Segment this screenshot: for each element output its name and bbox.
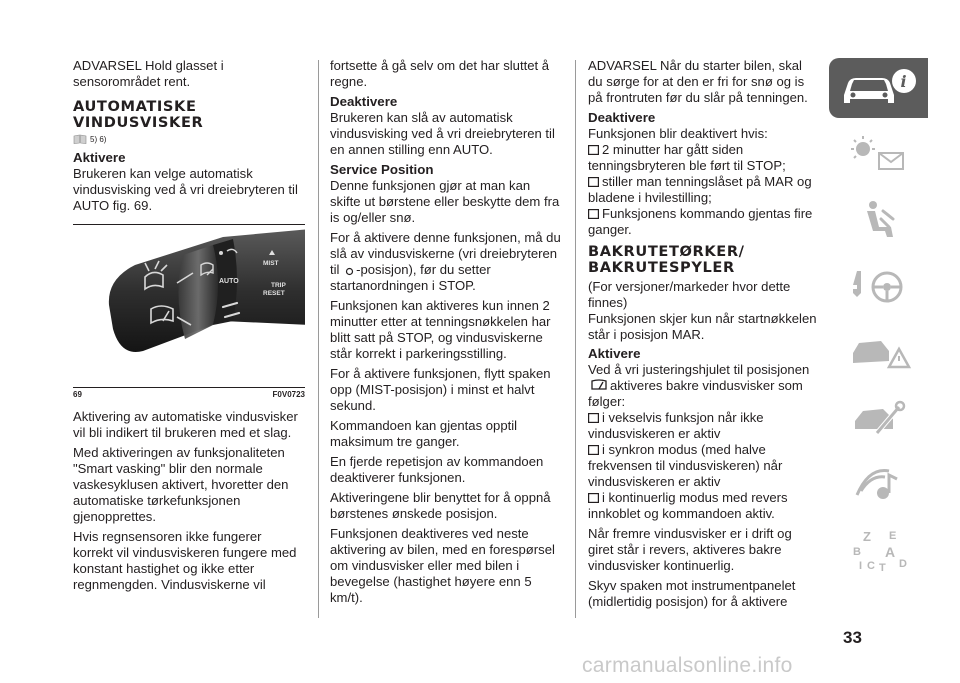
alphabetical-index-icon (839, 527, 919, 573)
warning-paragraph: ADVARSEL Når du starter bilen, skal du sørge for at den er fri for snø og is på frontruten før du slår på tenningen. (588, 58, 808, 105)
maintenance-tools-icon (839, 395, 919, 441)
chapter-tab-maintenance[interactable] (829, 388, 928, 448)
figure-69 (73, 224, 305, 388)
index-letter: D (898, 558, 907, 570)
paragraph: Brukeren kan slå av automatisk vindusvisking ved å vri dreiebryteren til en annen stilling enn AUTO. (330, 110, 555, 157)
intro-warning: ADVARSEL Hold glasset i sensorområdet rent. (73, 58, 224, 89)
label-reset: RESET (263, 290, 285, 297)
sub-heading-service-position: Service Position (330, 162, 434, 177)
column-3 (588, 58, 818, 614)
index-letter: T (878, 562, 886, 573)
bullet-square-icon (588, 493, 599, 503)
bullet-square-icon (588, 413, 599, 423)
paragraph: Aktiveringene blir benyttet for å oppnå børstenes ønskede posisjon. (330, 490, 551, 521)
list-item: i kontinuerlig modus med revers innkoblet og kommandoen aktiv. (588, 490, 788, 521)
index-letter: I (858, 560, 862, 572)
list-item: i synkron modus (med halve frekvensen til vindusviskeren) når vindusviskeren er aktiv (588, 442, 783, 489)
figure-caption (73, 390, 305, 399)
section-heading-rear-wiper: BAKRUTETØRKER/ BAKRUTESPYLER (588, 243, 745, 276)
label-trip: TRIP (271, 282, 286, 289)
page-number: 33 (843, 628, 862, 647)
wiper-stalk-illustration (73, 225, 305, 387)
chapter-tab-multimedia[interactable] (829, 454, 928, 514)
sub-heading-deactivate: Deaktivere (330, 94, 398, 109)
watermark: carmanualsonline.info (582, 654, 793, 677)
key-steering-wheel-icon (839, 263, 919, 309)
figure-number: 69 (73, 390, 82, 399)
list-item: stiller man tenningslåset på MAR og bladene i hvilestilling; (588, 174, 812, 205)
paragraph: Skyv spaken mot instrumentpanelet (midlertidig posisjon) for å aktivere (588, 578, 796, 609)
index-letter: A (884, 544, 895, 560)
paragraph: Denne funksjonen gjør at man kan skifte ut børstene eller beskytte dem fra is og/eller snø. (330, 178, 560, 225)
paragraph: Funksjonen skjer kun når startnøkkelen står i posisjon MAR. (588, 311, 817, 342)
bullet-square-icon (588, 209, 599, 219)
list-item: Funksjonens kommando gjentas fire ganger. (588, 206, 813, 237)
index-letter: B (852, 546, 861, 558)
section-heading-automatic-wipers: AUTOMATISKE VINDUSVISKER (73, 98, 204, 131)
column-1 (73, 58, 305, 597)
column-divider (318, 60, 319, 618)
dashboard-warning-lights-icon (839, 131, 919, 177)
paragraph-with-symbol: Ved å vri justeringshjulet til posisjonen aktiveres bakre vindusvisker som følger: (588, 362, 810, 409)
paragraph: Funksjonen blir deaktivert hvis: (588, 126, 768, 141)
car-info-icon (836, 65, 922, 111)
note-refs: 5) 6) (90, 134, 107, 144)
paragraph: For å aktivere funksjonen, flytt spaken opp (MIST-posisjon) i minst et halvt sekund. (330, 366, 551, 413)
column-divider (575, 60, 576, 618)
paragraph-with-symbol: For å aktivere denne funksjonen, må du slå av vindusviskerne (vri dreiebryteren til -posisjon), før du setter startanordningen i STOP. (330, 230, 561, 293)
index-letter: Z (862, 529, 871, 544)
figure-code: F0V0723 (272, 390, 305, 399)
index-letter: C (866, 560, 875, 572)
label-mist: MIST (263, 260, 279, 267)
note-references (73, 134, 305, 144)
list-item: 2 minutter har gått siden tenningsbryteren ble ført til STOP; (588, 142, 786, 173)
car-accident-warning-icon (839, 329, 919, 375)
chapter-tabs-sidebar (829, 58, 928, 586)
rear-wiper-icon (590, 379, 608, 392)
multimedia-music-icon (839, 461, 919, 507)
paragraph: Når fremre vindusvisker er i drift og giret står i revers, aktiveres bakre vindusvisker kontinuerlig. (588, 526, 792, 573)
paragraph: Funksjonen deaktiveres ved neste aktivering av bilen, med en forespørsel om vindusvisker eller med bilen i bevegelse (hastighet høyere enn 5 km/t). (330, 526, 555, 605)
paragraph: Funksjonen kan aktiveres kun innen 2 minutter etter at tenningsnøkkelen har blitt satt på STOP, og vindusviskerne står korrekt i parkeringsstilling. (330, 298, 551, 361)
column-2 (330, 58, 562, 610)
bullet-square-icon (588, 177, 599, 187)
chapter-tab-safety[interactable] (829, 190, 928, 250)
svg-text:i: i (900, 72, 907, 91)
label-auto: AUTO (219, 278, 239, 285)
bullet-square-icon (588, 445, 599, 455)
paragraph: En fjerde repetisjon av kommandoen deaktiverer funksjonen. (330, 454, 544, 485)
paragraph: Med aktiveringen av funksjonaliteten "Smart vasking" blir den normale vaskesyklusen aktivert, hvoretter den automatiske tørkefunksjonen gjenopprettes. (73, 445, 289, 524)
paragraph: Brukeren kan velge automatisk vindusvisking ved å vri dreiebryteren til AUTO fig. 69. (73, 166, 298, 213)
paragraph: Hvis regnsensoren ikke fungerer korrekt vil vindusviskeren fungere med konstant hastighet og ikke etter regnmengden. Vindusviskerne vil (73, 529, 297, 592)
sub-heading-activate: Aktivere (73, 150, 126, 165)
chapter-tab-emergency[interactable] (829, 322, 928, 382)
wiper-off-position-icon (345, 267, 354, 276)
bullet-square-icon (588, 145, 599, 155)
book-note-icon (73, 134, 87, 144)
position-dot-icon (219, 251, 223, 255)
index-letter: E (888, 530, 896, 542)
paragraph: Kommandoen kan gjentas opptil maksimum tre ganger. (330, 418, 518, 449)
paragraph: fortsette å gå selv om det har sluttet å regne. (330, 58, 550, 89)
chapter-tab-starting[interactable] (829, 256, 928, 316)
paragraph: Aktivering av automatiske vindusvisker vil bli indikert til brukeren med et slag. (73, 409, 298, 440)
chapter-tab-car-info[interactable] (829, 58, 928, 118)
sub-heading-deactivate: Deaktivere (588, 110, 656, 125)
chapter-tab-dashboard[interactable] (829, 124, 928, 184)
list-item: i vekselvis funksjon når ikke vindusviskeren er aktiv (588, 410, 764, 441)
chapter-tab-index[interactable] (829, 520, 928, 580)
paragraph: (For versjoner/markeder hvor dette finnes) (588, 279, 791, 310)
sub-heading-activate: Aktivere (588, 346, 641, 361)
seat-airbag-icon (839, 197, 919, 243)
